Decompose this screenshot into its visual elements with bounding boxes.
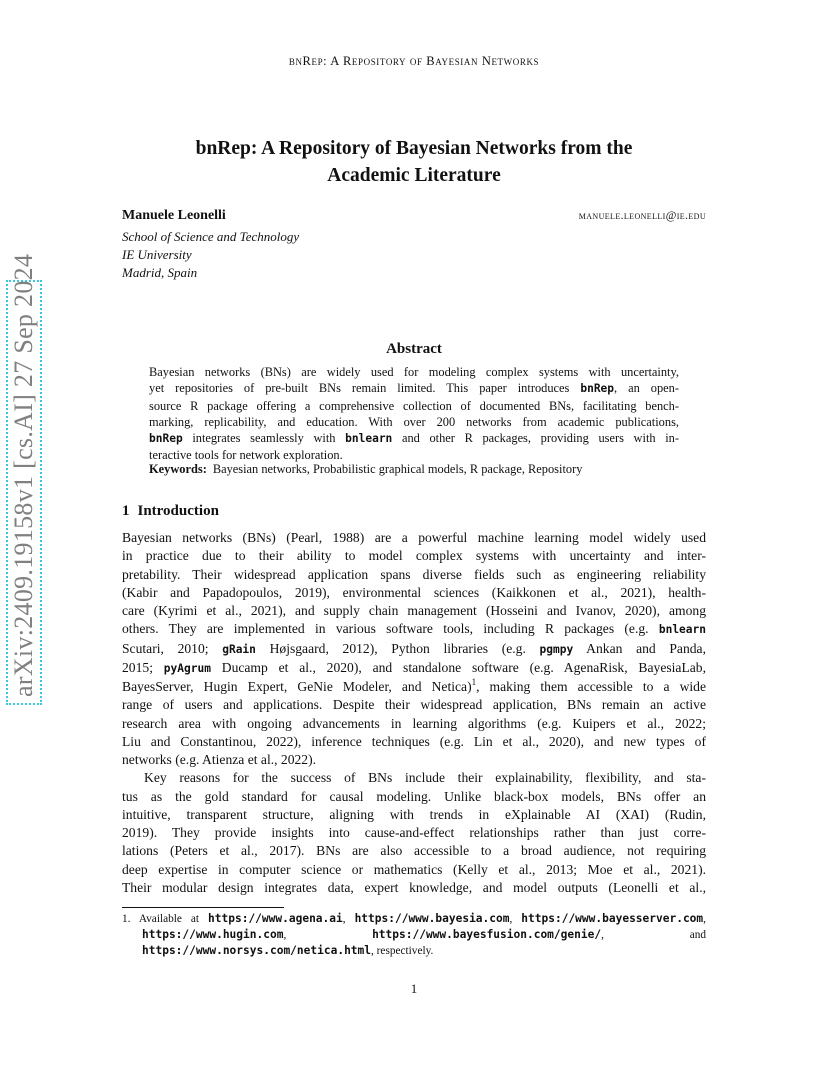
section-number: 1	[122, 503, 130, 519]
body-line: lations (Peters et al., 2017). BNs are also accessible to a broad audience, not requiring	[122, 843, 706, 859]
author-name: Manuele Leonelli	[122, 208, 226, 223]
author-email[interactable]: manuele.leonelli@ie.edu	[578, 210, 706, 222]
footnote-text: , respectively.	[371, 945, 434, 957]
package-name-bnrep: bnRep	[580, 382, 615, 396]
keywords	[149, 462, 679, 477]
introduction-body	[122, 529, 706, 897]
body-text: others. They are implemented in various software tools, including R packages (e.g.	[122, 621, 659, 637]
body-text: , making them accessible to a wide	[476, 679, 706, 694]
body-line: Their modular design integrates data, expert knowledge, and model outputs (Leonelli et al.,	[122, 879, 706, 895]
package-name-pgmpy: pgmpy	[539, 642, 574, 656]
keywords-label: Keywords:	[149, 462, 207, 476]
body-line: tus as the gold standard for causal modeling. Unlike black-box models, BNs offer an	[122, 788, 706, 804]
affiliation-line: School of Science and Technology	[122, 229, 300, 244]
keywords-list: Bayesian networks, Probabilistic graphical models, R package, Repository	[212, 462, 583, 476]
body-line: Liu and Constantinou, 2022), inference techniques (e.g. Lin et al., 2020), and new types of	[122, 733, 706, 749]
package-name-grain: gRain	[222, 642, 256, 656]
package-name-pyagrum: pyAgrum	[163, 661, 211, 675]
body-line: research area with ongoing advancements in learning algorithms (e.g. Kuipers et al., 2022;	[122, 715, 706, 731]
title-line-2: Academic Literature	[327, 165, 501, 186]
package-name-bnlearn: bnlearn	[345, 432, 393, 446]
section-heading	[122, 503, 227, 520]
footnote	[122, 911, 706, 959]
url-link[interactable]: https://www.norsys.com/netica.html	[142, 944, 372, 957]
body-line: Key reasons for the success of BNs include their explainability, flexibility, and sta-	[144, 770, 706, 786]
affiliation-line: Madrid, Spain	[122, 265, 198, 280]
section-title: Introduction	[137, 503, 219, 519]
url-link[interactable]: https://www.bayesserver.com	[521, 912, 704, 925]
body-line	[122, 678, 706, 696]
abstract-line	[149, 430, 679, 447]
body-line: intuitive, transparent structure, aligning with trends in eXplainable AI (XAI) (Rudin,	[122, 806, 706, 822]
body-line: deep expertise in computer science or mathematics (Kelly et al., 2013; Moe et al., 2021).	[122, 861, 706, 877]
body-line	[122, 620, 706, 639]
body-line: (Kabir and Papadopoulos, 2019), environmental sciences (Kaikkonen et al., 2021), health-	[122, 584, 706, 600]
running-head: bnRep: A Repository of Bayesian Networks	[288, 54, 540, 68]
body-line: range of users and applications. Despite their widespread application, BNs remain an active	[122, 697, 706, 713]
abstract-line: marking, replicability, and education. With over 200 networks from academic publications,	[149, 414, 679, 429]
body-text: Højsgaard, 2012), Python libraries (e.g.	[255, 640, 540, 656]
abstract-line: source R package offering a comprehensive collection of documented BNs, facilitating bench-	[149, 398, 679, 413]
body-line: networks (e.g. Atienza et al., 2022).	[122, 752, 317, 767]
footnote-text: 1. Available at	[122, 913, 209, 925]
body-text: Scutari, 2010;	[122, 640, 223, 656]
url-link[interactable]: https://www.hugin.com	[142, 928, 284, 941]
page-number: 1	[410, 981, 418, 996]
abstract-line: teractive tools for network exploration.	[149, 448, 343, 463]
footnote-line: https://www.hugin.com, https://www.bayesfusion.com/genie/, and	[142, 928, 706, 941]
body-line: pretability. Their widespread application spans diverse fields such as engineering reliability	[122, 566, 706, 582]
affiliation-line: IE University	[122, 247, 192, 262]
body-text: Ducamp et al., 2020), and standalone software (e.g. AgenaRisk, BayesiaLab,	[210, 659, 706, 675]
body-line: 2019). They provide insights into cause-and-effect relationships rather than just corre-	[122, 825, 706, 840]
title-line-1: bnRep: A Repository of Bayesian Networks from the	[195, 138, 633, 159]
footnote-marker[interactable]: 1	[471, 677, 477, 687]
body-text: Ankan and Panda,	[573, 640, 706, 656]
abstract-text: yet repositories of pre-built BNs remain limited. This paper introduces	[149, 381, 581, 396]
footnote-rule	[122, 907, 284, 908]
abstract-text: and other R packages, providing users with in-	[392, 431, 679, 446]
paper-title	[130, 135, 698, 189]
abstract-text: integrates seamlessly with	[182, 431, 346, 446]
url-link[interactable]: https://www.agena.ai	[208, 912, 343, 925]
abstract-body	[149, 364, 679, 464]
body-line: Bayesian networks (BNs) (Pearl, 1988) are a powerful machine learning model widely used	[122, 530, 706, 545]
body-line	[122, 659, 706, 678]
package-name-bnlearn: bnlearn	[658, 623, 706, 637]
body-line: in practice due to their ability to model complex systems with uncertainty and inter-	[122, 548, 706, 564]
url-link[interactable]: https://www.bayesia.com	[354, 912, 510, 925]
abstract-line: Bayesian networks (BNs) are widely used for modeling complex systems with uncertainty,	[149, 365, 679, 379]
url-link[interactable]: https://www.bayesfusion.com/genie/	[372, 928, 602, 941]
author-affiliation	[122, 228, 299, 282]
package-name-bnrep: bnRep	[149, 432, 183, 446]
body-line: care (Kyrimi et al., 2021), and supply chain management (Hosseini and Ivanov, 2020), among	[122, 603, 706, 618]
abstract-text: , an open-	[614, 381, 680, 396]
arxiv-identifier-stamp: arXiv:2409.19158v1 [cs.AI] 27 Sep 2024	[6, 280, 42, 705]
footnote-line: 1. Available at https://www.agena.ai, https://www.bayesia.com, https://www.bayesserver.com,	[122, 912, 706, 925]
abstract-line	[149, 380, 679, 397]
footnote-text: and	[689, 929, 706, 941]
body-text: BayesServer, Hugin Expert, GeNie Modeler, and Netica)	[122, 679, 472, 694]
body-text: 2015;	[122, 659, 164, 675]
footnote-line	[122, 943, 706, 959]
abstract-heading: Abstract	[386, 341, 442, 357]
body-line	[122, 640, 706, 659]
